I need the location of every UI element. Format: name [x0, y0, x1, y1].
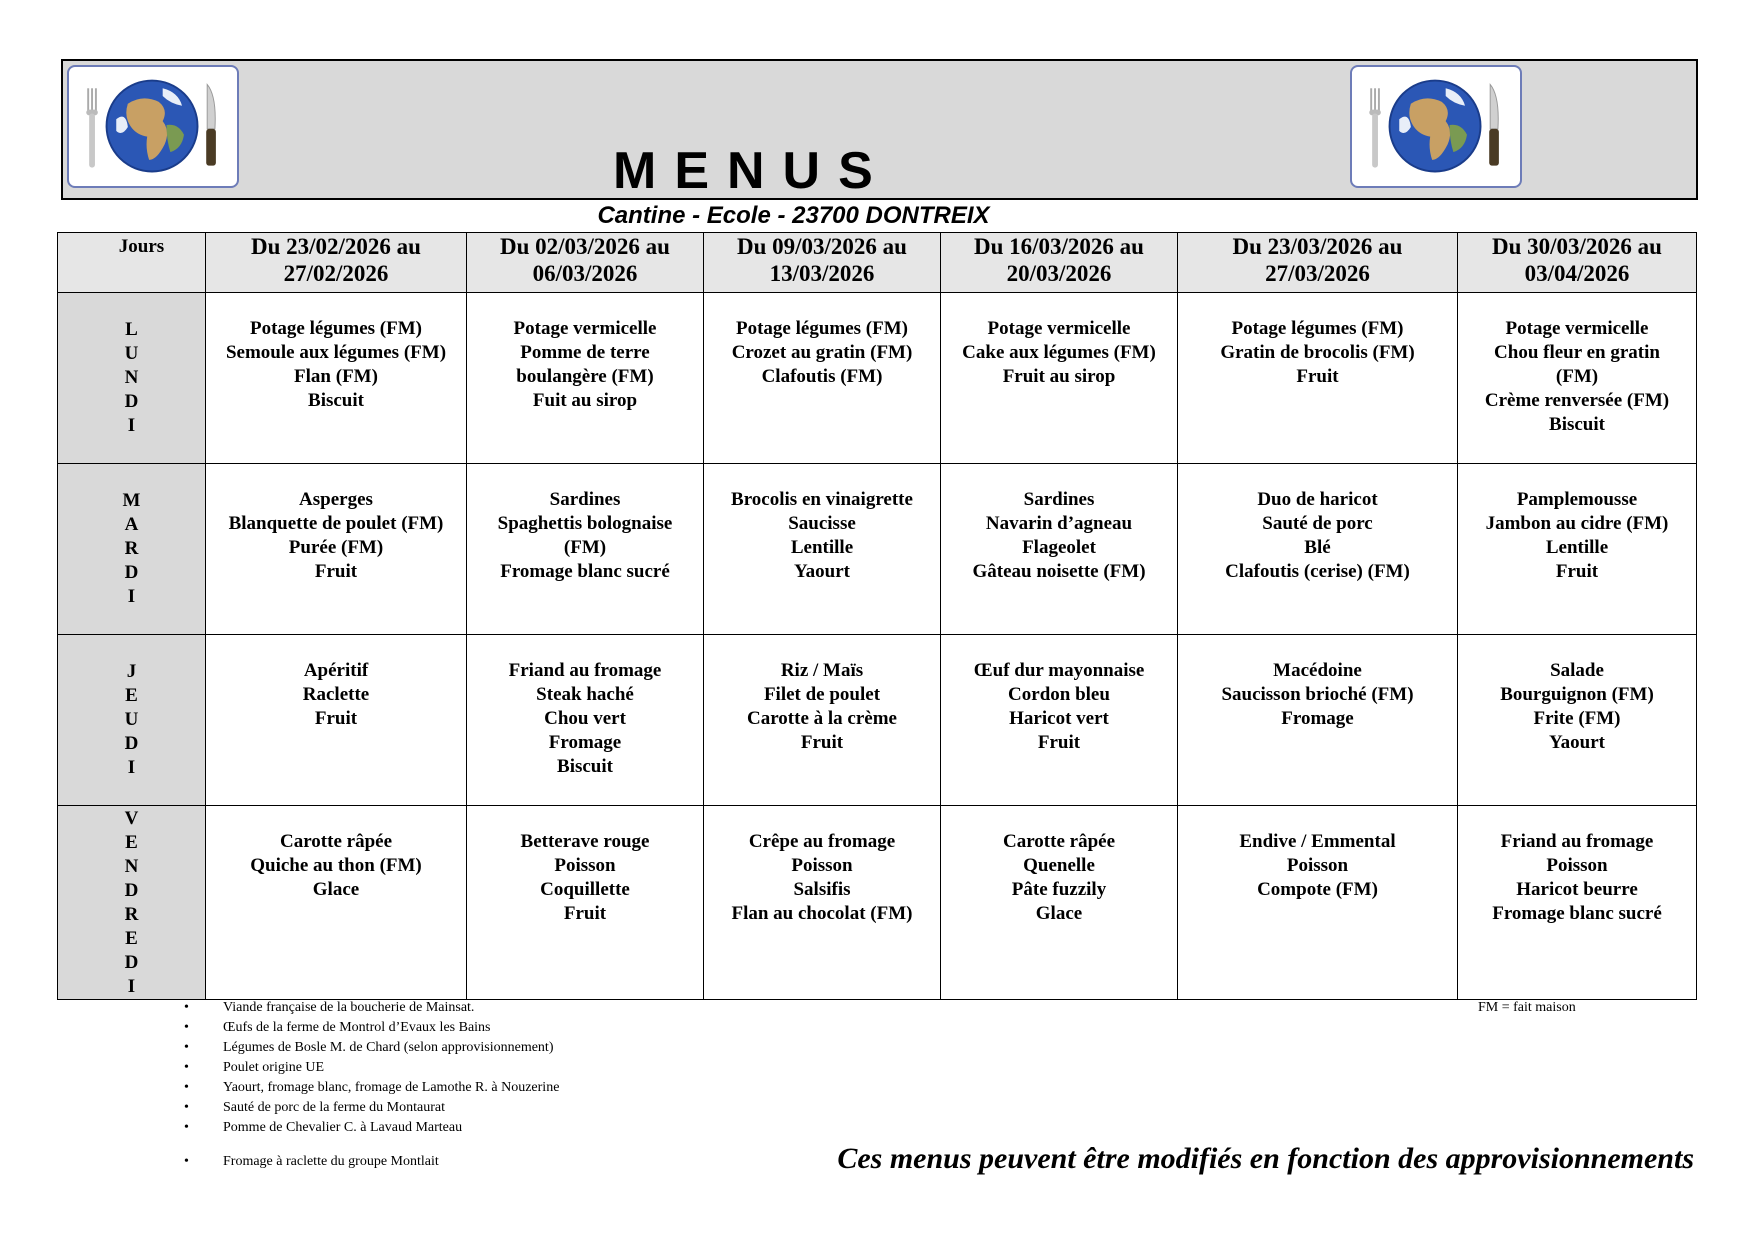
dish: Filet de poulet [763, 684, 881, 705]
dish: Yaourt [1549, 732, 1605, 753]
dish: Raclette [302, 684, 370, 705]
dish: Spaghettis bolognaise [497, 513, 673, 534]
dish: Blanquette de poulet (FM) [228, 513, 444, 534]
menu-cell [467, 635, 704, 806]
day-letter: D [124, 562, 139, 583]
title-banner [61, 59, 1698, 200]
dish: Carotte à la crème [747, 708, 897, 729]
globe-plate-logo-left [67, 65, 239, 188]
dish: Pâte fuzzily [1011, 879, 1107, 900]
week-header: Du 30/03/2026 au 03/04/2026 [1458, 233, 1697, 293]
dish: Poisson [791, 855, 853, 876]
day-letter: N [124, 855, 139, 877]
dish: Glace [1035, 903, 1083, 924]
school-subtitle: Cantine - Ecole - 23700 DONTREIX [597, 202, 990, 229]
fork-icon [86, 88, 98, 167]
week-header: Du 16/03/2026 au 20/03/2026 [941, 233, 1178, 293]
dish: Sardines [549, 489, 621, 510]
dish: Potage légumes (FM) [736, 318, 908, 339]
knife-icon [1489, 84, 1499, 165]
dish: Semoule aux légumes (FM) [225, 342, 447, 363]
dish: Œuf dur mayonnaise [973, 660, 1145, 681]
dish: Crozet au gratin (FM) [731, 342, 913, 363]
dish: Blé [1304, 537, 1331, 558]
menu-table [57, 232, 1697, 1000]
dish: Flan au chocolat (FM) [731, 903, 913, 924]
day-letter: D [124, 391, 139, 412]
dish: Chou fleur en gratin [1494, 342, 1660, 363]
dish: Biscuit [308, 390, 364, 411]
dish: Quiche au thon (FM) [250, 855, 422, 876]
menu-cell [206, 464, 467, 635]
dish: Flageolet [1022, 537, 1096, 558]
dish: Biscuit [1549, 414, 1605, 435]
day-letter: E [125, 685, 138, 706]
day-letter: I [127, 975, 136, 997]
dish: Cake aux légumes (FM) [962, 342, 1156, 363]
dish: Yaourt [794, 561, 850, 582]
dish: Asperges [299, 489, 373, 510]
dish: Endive / Emmental [1239, 831, 1396, 852]
menu-cell [1178, 635, 1458, 806]
menu-cell [1458, 293, 1697, 464]
dish: Fromage blanc sucré [500, 561, 670, 582]
day-letter: D [124, 879, 139, 901]
menu-cell [1178, 293, 1458, 464]
disclaimer: Ces menus peuvent être modifiés en fonction des approvisionnements [837, 1142, 1694, 1175]
day-letter: J [126, 661, 137, 682]
dish: Clafoutis (FM) [761, 366, 883, 387]
dish: Bourguignon (FM) [1500, 684, 1654, 705]
day-letter: U [124, 709, 139, 730]
note-item: • Œufs de la ferme de Montrol d’Evaux les Bains [180, 1018, 780, 1038]
day-letter: R [124, 538, 139, 559]
dish: Sauté de porc [1262, 513, 1373, 534]
dish: Salsifis [793, 879, 851, 900]
note-item: • Sauté de porc de la ferme du Montaurat [180, 1098, 780, 1118]
dish: Gâteau noisette (FM) [972, 561, 1146, 582]
dish: Steak haché [536, 684, 634, 705]
menu-cell [704, 806, 941, 1000]
dish: Lentille [790, 537, 854, 558]
day-letter: I [127, 415, 136, 436]
dish: Biscuit [557, 756, 613, 777]
dish: Carotte râpée [1002, 831, 1115, 852]
dish: Potage vermicelle [1505, 318, 1649, 339]
day-letter: U [124, 343, 139, 364]
dish: Pamplemousse [1516, 489, 1638, 510]
dish: Frite (FM) [1533, 708, 1621, 729]
note-item: • Viande française de la boucherie de Mainsat. [180, 998, 780, 1018]
menu-cell [1178, 806, 1458, 1000]
dish: (FM) [563, 537, 607, 558]
dish: Fruit [563, 903, 607, 924]
week-header: Du 23/02/2026 au 27/02/2026 [206, 233, 467, 293]
dish: Coquillette [540, 879, 630, 900]
dish: Sardines [1023, 489, 1095, 510]
dish: Potage légumes (FM) [1231, 318, 1404, 339]
dish: Fuit au sirop [532, 390, 638, 411]
menu-cell [1458, 635, 1697, 806]
dish: Jambon au cidre (FM) [1485, 513, 1669, 534]
menu-cell [206, 635, 467, 806]
menu-cell [1178, 464, 1458, 635]
dish: Potage vermicelle [987, 318, 1131, 339]
day-label [58, 293, 206, 464]
menu-cell [467, 293, 704, 464]
dish: Potage vermicelle [513, 318, 657, 339]
day-row [58, 806, 1697, 1000]
menu-cell [941, 635, 1178, 806]
dish: Fruit [800, 732, 844, 753]
dish: Fruit [314, 561, 358, 582]
menu-cell [941, 464, 1178, 635]
day-letter: R [124, 903, 139, 925]
menu-cell [704, 635, 941, 806]
note-item: • Légumes de Bosle M. de Chard (selon approvisionnement) [180, 1038, 780, 1058]
dish: Crème renversée (FM) [1484, 390, 1670, 411]
day-letter: N [124, 367, 139, 388]
dish: Salade [1550, 660, 1604, 681]
globe-plate-logo-right [1350, 65, 1522, 188]
globe-plate-icon [1352, 67, 1520, 186]
menu-cell [206, 806, 467, 1000]
menu-cell [1458, 806, 1697, 1000]
note-item: • Poulet origine UE [180, 1058, 780, 1078]
note-item: • Pomme de Chevalier C. à Lavaud Marteau [180, 1118, 780, 1138]
dish: Apéritif [303, 660, 369, 681]
day-letter: L [125, 319, 138, 340]
day-letter: M [122, 490, 141, 511]
menu-cell [704, 464, 941, 635]
day-letter: I [127, 757, 136, 778]
day-row [58, 635, 1697, 806]
day-label [58, 464, 206, 635]
dish: (FM) [1555, 366, 1599, 387]
dish: Purée (FM) [288, 537, 384, 558]
dish: Cordon bleu [1008, 684, 1110, 705]
dish: Fromage [548, 732, 622, 753]
dish: Saucisson brioché (FM) [1221, 684, 1414, 705]
dish: Poisson [554, 855, 616, 876]
dish: Potage légumes (FM) [250, 318, 422, 339]
menu-cell [941, 806, 1178, 1000]
day-letter: D [124, 733, 139, 754]
menu-cell [206, 293, 467, 464]
day-letter: D [124, 951, 139, 973]
dish: Friand au fromage [508, 660, 662, 681]
dish: Friand au fromage [1500, 831, 1654, 852]
day-letter: E [125, 927, 138, 949]
day-row [58, 293, 1697, 464]
dish: Haricot beurre [1516, 879, 1638, 900]
dish: Poisson [1546, 855, 1608, 876]
note-item: • Yaourt, fromage blanc, fromage de Lamothe R. à Nouzerine [180, 1078, 780, 1098]
dish: Betterave rouge [520, 831, 650, 852]
globe-plate-icon [69, 67, 237, 186]
page-title: MENUS [613, 142, 891, 200]
day-letter: V [124, 807, 139, 829]
dish: Haricot vert [1009, 708, 1109, 729]
dish: Fruit [1037, 732, 1081, 753]
week-header: Du 23/03/2026 au 27/03/2026 [1178, 233, 1458, 293]
dish: boulangère (FM) [516, 366, 654, 387]
menu-cell [941, 293, 1178, 464]
dish: Fruit au sirop [1002, 366, 1116, 387]
dish: Fromage [1281, 708, 1354, 729]
days-column-header: Jours [58, 233, 206, 293]
dish: Clafoutis (cerise) (FM) [1225, 561, 1410, 582]
dish: Pomme de terre [520, 342, 650, 363]
dish: Macédoine [1273, 660, 1362, 681]
header-row [58, 233, 1697, 293]
dish: Chou vert [544, 708, 626, 729]
dish: Lentille [1545, 537, 1609, 558]
dish: Fruit [314, 708, 358, 729]
day-letter: E [125, 831, 138, 853]
dish: Glace [312, 879, 360, 900]
day-label [58, 806, 206, 1000]
dish: Carotte râpée [279, 831, 392, 852]
dish: Gratin de brocolis (FM) [1220, 342, 1415, 363]
dish: Fruit [1555, 561, 1599, 582]
menu-cell [1458, 464, 1697, 635]
week-header: Du 02/03/2026 au 06/03/2026 [467, 233, 704, 293]
menu-cell [467, 806, 704, 1000]
menu-cell [704, 293, 941, 464]
dish: Duo de haricot [1257, 489, 1378, 510]
dish: Quenelle [1023, 855, 1095, 876]
day-letter: A [124, 514, 139, 535]
dish: Crêpe au fromage [748, 831, 896, 852]
dish: Flan (FM) [294, 366, 378, 387]
dish: Riz / Maïs [780, 660, 864, 681]
day-letter: I [127, 586, 136, 607]
fm-legend: FM = fait maison [1478, 1000, 1576, 1015]
day-label [58, 635, 206, 806]
knife-icon [206, 84, 216, 165]
fork-icon [1369, 88, 1381, 167]
supplier-notes [180, 998, 780, 1172]
week-header: Du 09/03/2026 au 13/03/2026 [704, 233, 941, 293]
dish: Saucisse [788, 513, 856, 534]
note-item: • Fromage à raclette du groupe Montlait [180, 1152, 780, 1172]
menu-cell [467, 464, 704, 635]
dish: Compote (FM) [1257, 879, 1378, 900]
dish: Fruit [1296, 366, 1339, 387]
dish: Brocolis en vinaigrette [731, 489, 913, 510]
dish: Poisson [1286, 855, 1349, 876]
dish: Fromage blanc sucré [1492, 903, 1662, 924]
day-row [58, 464, 1697, 635]
dish: Navarin d’agneau [985, 513, 1133, 534]
